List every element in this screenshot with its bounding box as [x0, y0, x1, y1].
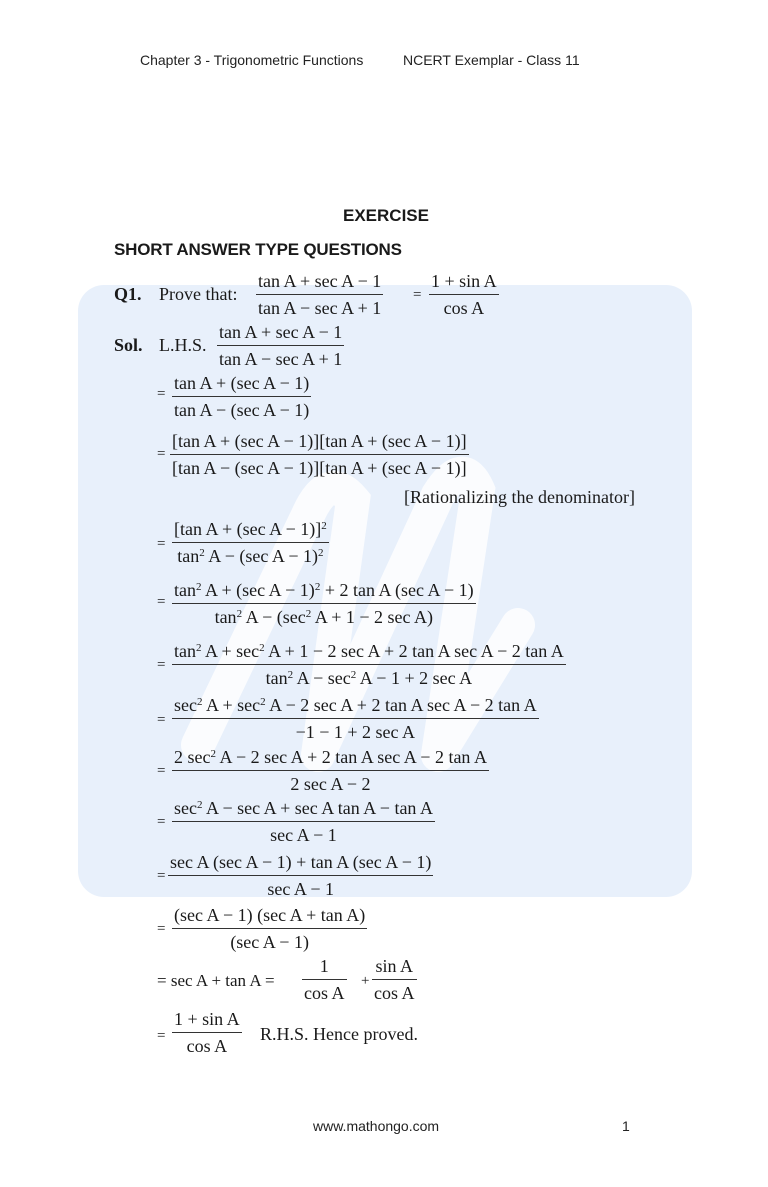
step-6-fraction: $\sec^2 A + \sec^2 A - 2$ sec A + 2 tan A sec A − 2 tan A −1 − 1 + 2 sec A: [174, 695, 537, 743]
equals-sign: =: [157, 657, 166, 673]
step-7-fraction: 2 $\sec^2 A - 2$ sec A + 2 tan A sec A − 2 tan A 2 sec A − 2: [174, 747, 487, 795]
question-label: Q1.: [114, 284, 142, 304]
question-lhs-fraction: [256, 270, 383, 319]
equals-sign: =: [413, 287, 422, 303]
page-number: 1: [622, 1118, 630, 1134]
question-prompt: Prove that:: [159, 284, 238, 304]
step-8-fraction: $\sec^2 A - \sec A + \sec A$ tan A − tan A sec A − 1: [174, 798, 433, 846]
step-5-fraction: $\tan^2 A + \sec^2 A + 1 - 2$ sec A + 2 tan A sec A − 2 tan A $\tan^2 A - \sec^2 A - 1 + 2$ sec A: [174, 641, 564, 689]
solution-label: Sol.: [114, 335, 143, 355]
chapter-header: Chapter 3 - Trigonometric Functions: [140, 52, 364, 68]
step-10-fraction: (sec A − 1) (sec A + tan A) (sec A − 1): [174, 905, 366, 953]
step-2-fraction: [tan A + (sec A − 1)][tan A + (sec A − 1)] [tan A − (sec A − 1)][tan A + (sec A − 1)]: [172, 431, 467, 479]
equals-sign: =: [157, 921, 166, 937]
step-0-fraction: tan A + sec A − 1 tan A − sec A + 1: [219, 322, 343, 370]
equals-sign: =: [157, 868, 166, 884]
equals-sign: =: [157, 763, 166, 779]
footer-website: www.mathongo.com: [313, 1118, 440, 1134]
step-1-fraction: tan A + (sec A − 1) tan A − (sec A − 1): [174, 373, 310, 421]
section-title: SHORT ANSWER TYPE QUESTIONS: [114, 240, 402, 259]
question-rhs-fraction: [429, 270, 499, 319]
step-11-prefix: = sec A + tan A =: [157, 971, 275, 990]
equals-sign: =: [157, 536, 166, 552]
step-9-fraction: sec A (sec A − 1) + tan A (sec A − 1) sec A − 1: [170, 852, 432, 900]
step-12-fraction: 1 + sin A cos A: [174, 1009, 240, 1057]
equals-sign: =: [157, 1028, 166, 1044]
step-11-fraction-2: sin A cos A: [374, 956, 415, 1004]
numerator: 1 + sin A: [431, 271, 497, 291]
plus-sign: +: [361, 973, 370, 989]
step-4-fraction: $\tan^2 A + (\sec$ A − 1)$^2$ + 2 tan A (sec A − 1) $\tan^2 A - (\sec^2$ A + 1 − 2 sec A): [174, 580, 474, 628]
equals-sign: =: [157, 386, 166, 402]
numerator: tan A + sec A − 1: [258, 271, 382, 291]
denominator: tan A − sec A + 1: [258, 298, 382, 319]
equals-sign: =: [157, 446, 166, 462]
book-header: NCERT Exemplar - Class 11: [403, 52, 580, 68]
lhs-label: L.H.S.: [159, 335, 207, 355]
step-3-fraction: [tan A + (sec A − 1)]$^2$ $\tan^2 A - (\sec$ A − 1)$^2$: [174, 519, 327, 567]
conclusion-text: R.H.S. Hence proved.: [260, 1024, 418, 1044]
equals-sign: =: [157, 712, 166, 728]
exercise-title: EXERCISE: [343, 206, 429, 225]
step-11-fraction-1: 1 cos A: [304, 956, 345, 1004]
denominator: cos A: [443, 298, 485, 319]
rationalizing-note: [Rationalizing the denominator]: [404, 487, 635, 507]
equals-sign: =: [157, 594, 166, 610]
equals-sign: =: [157, 814, 166, 830]
